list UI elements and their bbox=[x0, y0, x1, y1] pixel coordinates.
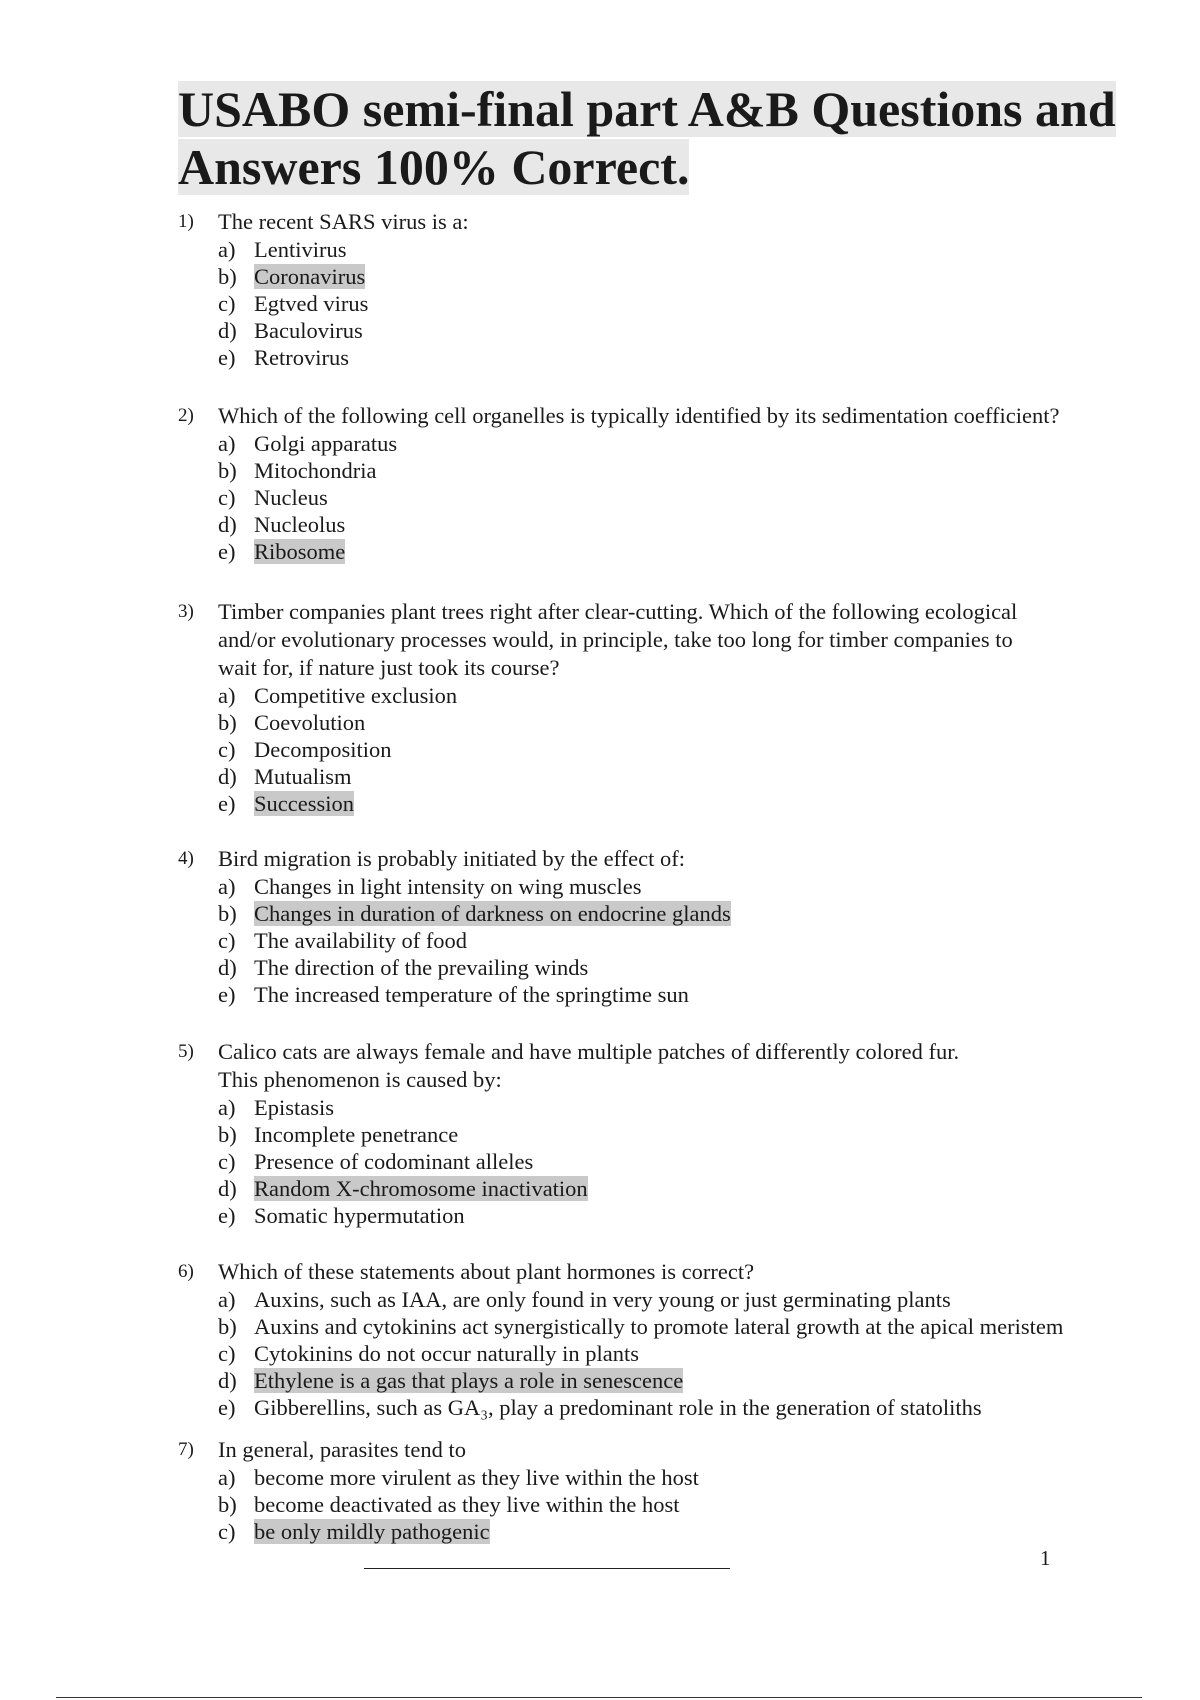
option-text: Lentivirus bbox=[254, 237, 347, 262]
option-text: Coevolution bbox=[254, 710, 366, 735]
option-list bbox=[178, 1094, 1138, 1229]
option-text: Mitochondria bbox=[254, 458, 377, 483]
option-letter: b) bbox=[218, 710, 237, 735]
page-number: 1 bbox=[1040, 1546, 1051, 1570]
correct-answer-highlight: be only mildly pathogenic bbox=[254, 1519, 490, 1544]
correct-answer-highlight: Ethylene is a gas that plays a role in senescence bbox=[254, 1368, 684, 1393]
option-text: The increased temperature of the springtime sun bbox=[254, 982, 689, 1007]
option-text: Cytokinins do not occur naturally in plants bbox=[254, 1341, 639, 1366]
question-number: 4) bbox=[178, 848, 194, 869]
option-e bbox=[178, 1202, 1138, 1229]
question-number: 1) bbox=[178, 211, 194, 232]
option-text: Egtved virus bbox=[254, 291, 369, 316]
option-d bbox=[178, 1367, 1138, 1394]
option-a bbox=[178, 236, 1138, 263]
option-list bbox=[178, 1464, 1138, 1545]
option-a bbox=[178, 1094, 1138, 1121]
option-text: Changes in light intensity on wing muscles bbox=[254, 874, 642, 899]
option-text: Competitive exclusion bbox=[254, 683, 458, 708]
option-d bbox=[178, 511, 1138, 538]
option-text: Incomplete penetrance bbox=[254, 1122, 459, 1147]
question-stem bbox=[178, 598, 1038, 682]
question-stem bbox=[178, 208, 778, 236]
option-list bbox=[178, 236, 1138, 371]
option-letter: d) bbox=[218, 955, 237, 980]
correct-answer-highlight: Ribosome bbox=[254, 539, 346, 564]
option-text: Nucleolus bbox=[254, 512, 346, 537]
option-letter: b) bbox=[218, 901, 237, 926]
option-letter: d) bbox=[218, 318, 237, 343]
option-letter: a) bbox=[218, 874, 236, 899]
option-text: Baculovirus bbox=[254, 318, 363, 343]
option-letter: e) bbox=[218, 1203, 236, 1228]
option-text: Retrovirus bbox=[254, 345, 349, 370]
question-4 bbox=[178, 845, 1138, 1008]
option-text: Decomposition bbox=[254, 737, 392, 762]
option-letter: e) bbox=[218, 539, 236, 564]
question-stem bbox=[178, 1258, 1178, 1286]
option-c bbox=[178, 1148, 1138, 1175]
question-number: 2) bbox=[178, 405, 194, 426]
option-letter: d) bbox=[218, 1176, 237, 1201]
option-b bbox=[178, 709, 1138, 736]
option-letter: a) bbox=[218, 1465, 236, 1490]
option-b bbox=[178, 1313, 1138, 1340]
option-a bbox=[178, 1286, 1138, 1313]
correct-answer-highlight: Changes in duration of darkness on endocrine glands bbox=[254, 901, 731, 926]
option-letter: a) bbox=[218, 1287, 236, 1312]
question-text: Which of these statements about plant hormones is correct? bbox=[218, 1259, 755, 1284]
question-stem bbox=[178, 845, 1118, 873]
option-d bbox=[178, 317, 1138, 344]
question-text: The recent SARS virus is a: bbox=[218, 209, 469, 234]
option-e bbox=[178, 1394, 1138, 1421]
option-letter: a) bbox=[218, 237, 236, 262]
option-text: Presence of codominant alleles bbox=[254, 1149, 534, 1174]
question-2 bbox=[178, 402, 1138, 565]
option-letter: a) bbox=[218, 1095, 236, 1120]
option-text: Somatic hypermutation bbox=[254, 1203, 465, 1228]
option-text: Epistasis bbox=[254, 1095, 335, 1120]
option-text: Golgi apparatus bbox=[254, 431, 398, 456]
question-text: Timber companies plant trees right after clear-cutting. Which of the following ecological and/or evolutionary processes would, in principle, take too long for timber companies to wait for, if nature just took its course? bbox=[218, 599, 1018, 680]
option-text: The availability of food bbox=[254, 928, 468, 953]
option-text: Gibberellins, such as GA₃, play a predominant role in the generation of statoliths bbox=[254, 1395, 982, 1420]
question-number: 3) bbox=[178, 601, 194, 622]
option-a bbox=[178, 873, 1138, 900]
correct-answer-highlight: Random X-chromosome inactivation bbox=[254, 1176, 588, 1201]
option-letter: e) bbox=[218, 982, 236, 1007]
option-d bbox=[178, 1175, 1138, 1202]
option-text: Mutualism bbox=[254, 764, 352, 789]
option-b bbox=[178, 457, 1138, 484]
option-c bbox=[178, 1518, 1138, 1545]
question-stem bbox=[178, 402, 1178, 430]
option-b bbox=[178, 1121, 1138, 1148]
option-letter: c) bbox=[218, 485, 236, 510]
option-list bbox=[178, 682, 1138, 817]
option-list bbox=[178, 1286, 1138, 1421]
option-letter: a) bbox=[218, 431, 236, 456]
option-letter: c) bbox=[218, 737, 236, 762]
option-b bbox=[178, 900, 1138, 927]
question-number: 7) bbox=[178, 1439, 194, 1460]
option-e bbox=[178, 538, 1138, 565]
option-letter: c) bbox=[218, 928, 236, 953]
page-bottom-rule bbox=[56, 1697, 1142, 1698]
option-letter: d) bbox=[218, 512, 237, 537]
option-e bbox=[178, 981, 1138, 1008]
option-letter: c) bbox=[218, 291, 236, 316]
question-number: 6) bbox=[178, 1261, 194, 1282]
option-letter: c) bbox=[218, 1519, 236, 1544]
option-letter: d) bbox=[218, 764, 237, 789]
correct-answer-highlight: Succession bbox=[254, 791, 354, 816]
question-5 bbox=[178, 1038, 1138, 1229]
option-letter: b) bbox=[218, 458, 237, 483]
option-letter: d) bbox=[218, 1368, 237, 1393]
question-text: Bird migration is probably initiated by the effect of: bbox=[218, 846, 685, 871]
option-text: become more virulent as they live within the host bbox=[254, 1465, 699, 1490]
option-text: The direction of the prevailing winds bbox=[254, 955, 589, 980]
option-e bbox=[178, 344, 1138, 371]
option-text: Auxins and cytokinins act synergistically to promote lateral growth at the apical meristem bbox=[254, 1314, 1064, 1339]
question-stem bbox=[178, 1436, 918, 1464]
option-d bbox=[178, 954, 1138, 981]
question-7 bbox=[178, 1436, 1138, 1545]
option-c bbox=[178, 736, 1138, 763]
question-1 bbox=[178, 208, 1138, 371]
option-a bbox=[178, 682, 1138, 709]
option-text: Nucleus bbox=[254, 485, 328, 510]
option-list bbox=[178, 430, 1138, 565]
question-text: In general, parasites tend to bbox=[218, 1437, 467, 1462]
question-6 bbox=[178, 1258, 1138, 1421]
question-3 bbox=[178, 598, 1138, 817]
option-b bbox=[178, 1491, 1138, 1518]
option-a bbox=[178, 1464, 1138, 1491]
option-list bbox=[178, 873, 1138, 1008]
question-text: Which of the following cell organelles is typically identified by its sedimentation coefficient? bbox=[218, 403, 1060, 428]
option-c bbox=[178, 484, 1138, 511]
question-number: 5) bbox=[178, 1041, 194, 1062]
option-letter: b) bbox=[218, 1492, 237, 1517]
page-title bbox=[178, 80, 1178, 196]
option-letter: b) bbox=[218, 264, 237, 289]
option-letter: a) bbox=[218, 683, 236, 708]
question-text: Calico cats are always female and have multiple patches of differently colored fur. This phenomenon is caused by: bbox=[218, 1039, 960, 1092]
option-c bbox=[178, 1340, 1138, 1367]
option-letter: e) bbox=[218, 345, 236, 370]
option-letter: e) bbox=[218, 1395, 236, 1420]
option-e bbox=[178, 790, 1138, 817]
option-letter: b) bbox=[218, 1314, 237, 1339]
footnote-separator bbox=[364, 1568, 730, 1569]
option-a bbox=[178, 430, 1138, 457]
correct-answer-highlight: Coronavirus bbox=[254, 264, 366, 289]
option-letter: c) bbox=[218, 1149, 236, 1174]
option-letter: b) bbox=[218, 1122, 237, 1147]
option-d bbox=[178, 763, 1138, 790]
question-stem bbox=[178, 1038, 998, 1094]
option-text: become deactivated as they live within the host bbox=[254, 1492, 680, 1517]
option-letter: c) bbox=[218, 1341, 236, 1366]
option-c bbox=[178, 927, 1138, 954]
page-title-text: USABO semi-final part A&B Questions and Answers 100% Correct. bbox=[178, 81, 1116, 195]
option-c bbox=[178, 290, 1138, 317]
option-letter: e) bbox=[218, 791, 236, 816]
option-text: Auxins, such as IAA, are only found in very young or just germinating plants bbox=[254, 1287, 951, 1312]
option-b bbox=[178, 263, 1138, 290]
